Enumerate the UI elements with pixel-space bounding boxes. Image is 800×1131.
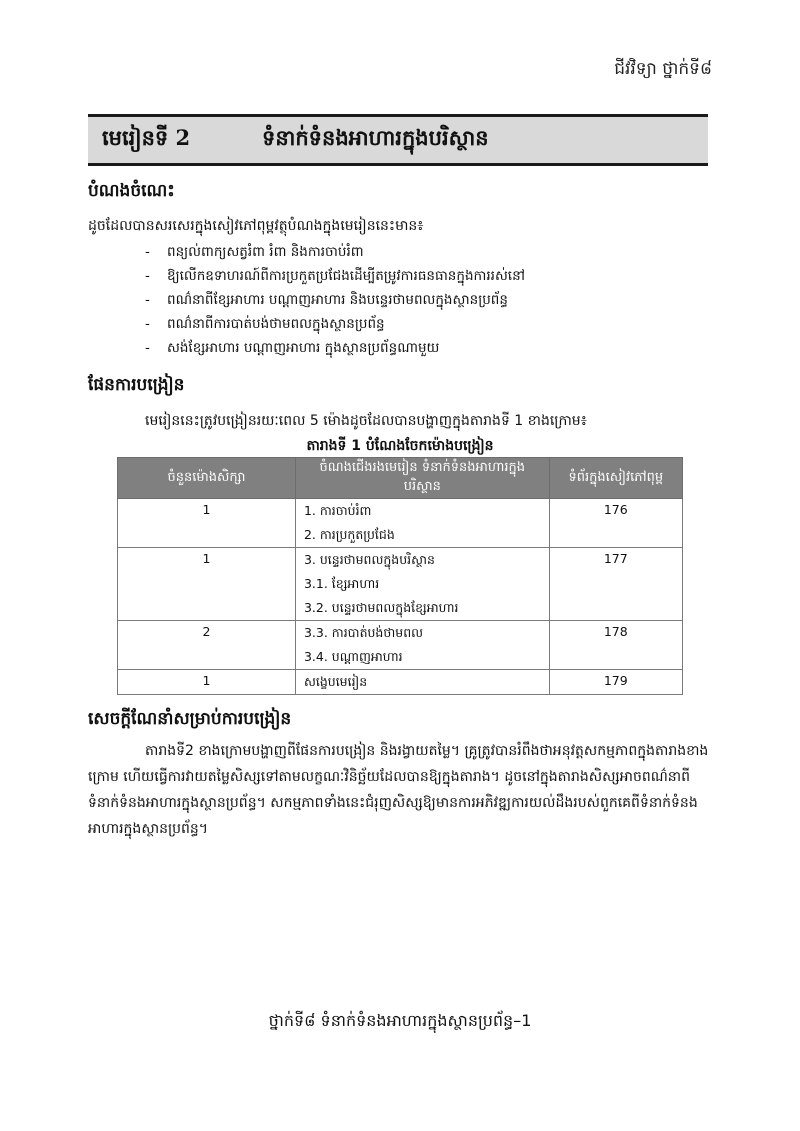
page-cell bbox=[549, 548, 682, 621]
topic-line: 3.2. បន្ទេរថាមពលក្នុងខ្សែអាហារ bbox=[303, 600, 459, 615]
hours-value: 1 bbox=[202, 673, 211, 688]
page-value: 179 bbox=[603, 673, 628, 688]
objective-text: សង់ខ្សែអាហារ បណ្តាញអាហារ ក្នុងស្ថានប្រព័ន្ធណាមួយ bbox=[167, 340, 440, 356]
topic-line: 3.1. ខ្សែអាហារ bbox=[303, 576, 380, 591]
objective-item bbox=[145, 264, 525, 288]
page-cell bbox=[549, 621, 682, 670]
topic-cell bbox=[295, 548, 549, 621]
table-row bbox=[118, 499, 683, 548]
hours-value: 1 bbox=[202, 502, 211, 517]
column-header-page: ទំព័រក្នុងសៀវភៅពុម្ព bbox=[549, 458, 682, 499]
page-value: 177 bbox=[603, 551, 628, 566]
list-bullet: - bbox=[145, 244, 150, 260]
table-row bbox=[118, 621, 683, 670]
objective-text: ឱ្យលើកឧទាហរណ៍ពីការប្រកួតប្រជែងដើម្បីតម្រូវការធនធានក្នុងការរស់នៅ bbox=[167, 268, 525, 284]
objectives-intro: ដូចដែលបានសរសេរក្នុងសៀវភៅពុម្ពវត្ថុបំណងក្នុងមេរៀននេះមាន៖ bbox=[88, 218, 424, 234]
topic-line: 3. បន្ទេរថាមពលក្នុងបរិស្ថាន bbox=[303, 552, 435, 567]
list-bullet: - bbox=[145, 268, 150, 284]
list-bullet: - bbox=[145, 316, 150, 332]
list-bullet: - bbox=[145, 340, 150, 356]
objective-item bbox=[145, 240, 525, 264]
page-cell bbox=[549, 670, 682, 695]
topic-line: 1. ការចាប់រំពា bbox=[303, 503, 372, 518]
table-row bbox=[118, 670, 683, 695]
page-value: 176 bbox=[603, 502, 628, 517]
page-footer: ថ្នាក់ទី៨ ទំនាក់ទំនងអាហារក្នុងស្ថានប្រព័ន្ធ–1 bbox=[268, 1011, 532, 1030]
lesson-number: មេរៀនទី 2 bbox=[102, 124, 191, 150]
schedule-table bbox=[117, 457, 683, 695]
page-value: 178 bbox=[603, 624, 628, 639]
lesson-banner bbox=[88, 114, 708, 166]
topic-line: 2. ការប្រកួតប្រជែង bbox=[303, 527, 395, 542]
objective-item bbox=[145, 336, 525, 360]
table-row bbox=[118, 548, 683, 621]
table-caption: តារាងទី 1 បំណែងចែកម៉ោងបង្រៀន bbox=[306, 438, 494, 454]
hours-cell bbox=[118, 548, 296, 621]
hours-cell bbox=[118, 621, 296, 670]
list-bullet: - bbox=[145, 292, 150, 308]
page-cell bbox=[549, 499, 682, 548]
objective-text: ពន្យល់ពាក្យសត្វរំពា រំពា និងការចាប់រំពា bbox=[167, 244, 364, 260]
hours-value: 1 bbox=[202, 551, 211, 566]
topic-cell bbox=[295, 670, 549, 695]
column-header-topic: ចំណងជើងរងមេរៀន ទំនាក់ទំនងអាហារក្នុងបរិស្ថាន bbox=[295, 458, 549, 499]
table-header-row bbox=[118, 458, 683, 499]
hours-value: 2 bbox=[202, 624, 211, 639]
objectives-list bbox=[145, 240, 525, 360]
topic-line: 3.3. ការបាត់បង់ថាមពល bbox=[303, 625, 424, 640]
lesson-title: ទំនាក់ទំនងអាហារក្នុងបរិស្ថាន bbox=[262, 124, 489, 150]
objective-text: ពណ៌នាពីខ្សែអាហារ បណ្តាញអាហារ និងបន្ទេរថាមពលក្នុងស្ថានប្រព័ន្ធ bbox=[167, 292, 508, 308]
topic-line: 3.4. បណ្តាញអាហារ bbox=[303, 649, 403, 664]
subject-header: ជីវវិទ្យា ថ្នាក់ទី៨ bbox=[614, 59, 712, 79]
objective-item bbox=[145, 312, 525, 336]
topic-line: សង្ខេបមេរៀន bbox=[303, 674, 368, 689]
objective-item bbox=[145, 288, 525, 312]
guidance-heading: សេចក្តីណែនាំសម្រាប់ការបង្រៀន bbox=[88, 709, 292, 729]
topic-cell bbox=[295, 621, 549, 670]
column-header-hours: ចំនួនម៉ោងសិក្សា bbox=[118, 458, 296, 499]
topic-cell bbox=[295, 499, 549, 548]
plan-intro: មេរៀននេះត្រូវបង្រៀនរយៈពេល 5 ម៉ោងដូចដែលបានបង្ហាញក្នុងតារាងទី 1 ខាងក្រោម៖ bbox=[145, 413, 587, 429]
objective-text: ពណ៌នាពីការបាត់បង់ថាមពលក្នុងស្ថានប្រព័ន្ធ bbox=[167, 316, 385, 332]
hours-cell bbox=[118, 670, 296, 695]
plan-heading: ផែនការបង្រៀន bbox=[88, 375, 185, 395]
objectives-heading: បំណងចំណេះ bbox=[88, 181, 175, 201]
guidance-paragraph: តារាងទី2 ខាងក្រោមបង្ហាញពីផែនការបង្រៀន និងរង្វាយតម្លៃ។ គ្រូត្រូវបានរំពឹងថាអនុវត្តសកម្មភាពក្នុងតារាងខាងក្រោម ហើយធ្វើការវាយតម្លៃសិស្សទៅតាមលក្ខណៈវិនិច្ឆ័យដែលបានឱ្យក្នុងតារាង។ ដូចនៅក្នុងតារាងសិស្សអាចពណ៌នាពីទំនាក់ទំនងអាហារក្នុងស្ថានប្រព័ន្ធ។ សកម្មភាពទាំងនេះជំរុញសិស្សឱ្យមានការអភិវឌ្ឍការយល់ដឹងរបស់ពួកគេពីទំនាក់ទំនងអាហារក្នុងស្ថានប្រព័ន្ធ។ bbox=[88, 743, 709, 837]
hours-cell bbox=[118, 499, 296, 548]
